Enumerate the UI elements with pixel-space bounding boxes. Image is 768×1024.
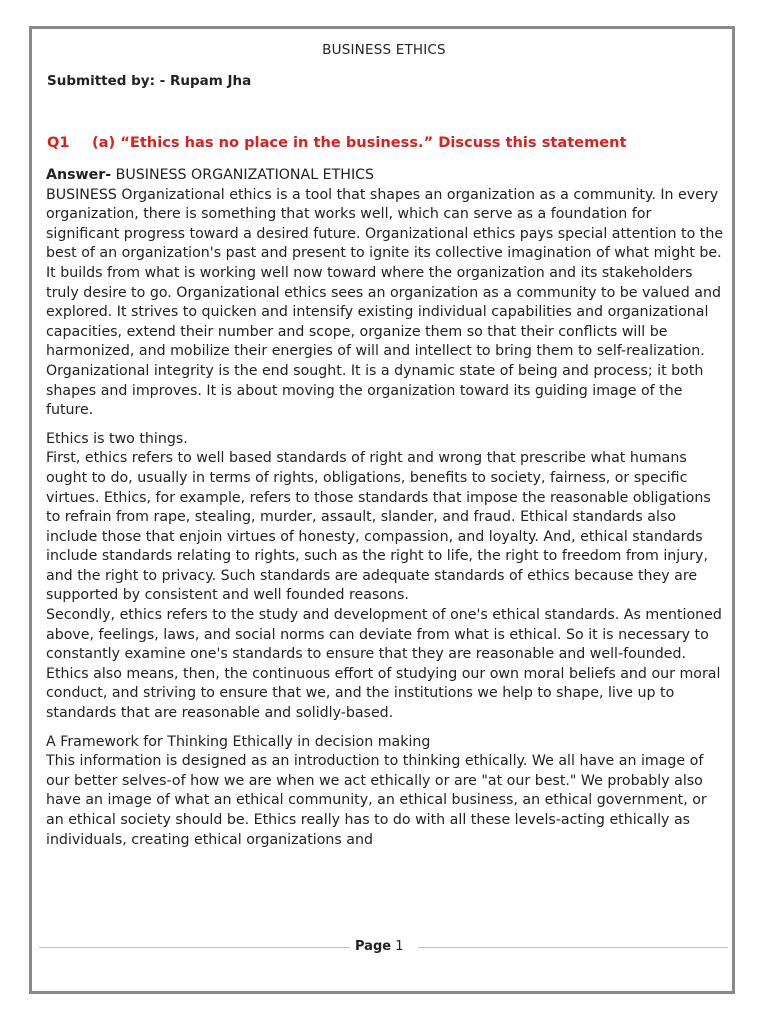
question-number: Q1: [47, 134, 70, 151]
page-label: Page: [355, 939, 392, 954]
footer-divider-right: [418, 947, 728, 948]
document-title: BUSINESS ETHICS: [322, 42, 446, 58]
answer-heading-text: BUSINESS ORGANIZATIONAL ETHICS: [111, 167, 375, 183]
paragraph-first: First, ethics refers to well based standards of right and wrong that prescribe what humans ought to do, usually in terms of rights, obligations, benefits to society, fairness, or specific virtues. Ethics, for example, refers to those standards that impose the reasonable obligations to refrain from rape, stealing, murder, assault, slander, and fraud. Ethical standards also include those that enjoin virtues of honesty, compassion, and loyalty. And, ethical standards include standards relating to rights, such as the right to life, the right to freedom from injury, and the right to privacy. Such standards are adequate standards of ethics because they are supported by consistent and well founded reasons.: [46, 450, 711, 604]
question-heading: [47, 134, 627, 151]
paragraph-organizational-ethics: BUSINESS Organizational ethics is a tool that shapes an organization as a community. In every organization, there is something that works well, which can serve as a foundation for significant progress toward a desired future. Organizational ethics pays special attention to the best of an organization's past and present to ignite its collective imagination of what might be. It builds from what is working well now toward where the organization and its stakeholders truly desire to go. Organizational ethics sees an organization as a community to be valued and explored. It strives to quicken and intensify existing individual capabilities and organizational capacities, extend their number and scope, organize them so that their conflicts will be harmonized, and mobilize their energies of will and intellect to bring them to self-realization. Organizational integrity is the end sought. It is a dynamic state of being and process; it both shapes and improves. It is about moving the organization toward its guiding image of the future.: [46, 186, 724, 419]
question-text: (a) “Ethics has no place in the business.” Discuss this statement: [92, 134, 627, 151]
submitted-by: Submitted by: - Rupam Jha: [47, 73, 252, 89]
answer-label: Answer-: [46, 167, 112, 183]
paragraph-framework: This information is designed as an introduction to thinking ethically. We all have an image of our better selves-of how we are when we act ethically or are "at our best." We probably also have an image of what an ethical community, an ethical business, an ethical government, or an ethical society should be. Ethics really has to do with all these levels-acting ethically as individuals, creating ethical organizations and: [46, 753, 707, 848]
paragraph-secondly: Secondly, ethics refers to the study and development of one's ethical standards. As mentioned above, feelings, laws, and social norms can deviate from what is ethical. So it is necessary to constantly examine one's standards to ensure that they are reasonable and well-founded. Ethics also means, then, the continuous effort of studying our own moral beliefs and our moral conduct, and striving to ensure that we, and the institutions we help to shape, live up to standards that are reasonable and solidly-based.: [46, 607, 722, 722]
paragraph-ethics-two-things: Ethics is two things.: [46, 430, 188, 447]
page-number: 1: [395, 939, 404, 954]
footer-divider-left: [39, 947, 350, 948]
paragraph-framework-heading: A Framework for Thinking Ethically in decision making: [46, 733, 431, 750]
document-body: [46, 166, 726, 850]
page-footer: [355, 939, 404, 954]
answer-heading: [46, 166, 726, 186]
